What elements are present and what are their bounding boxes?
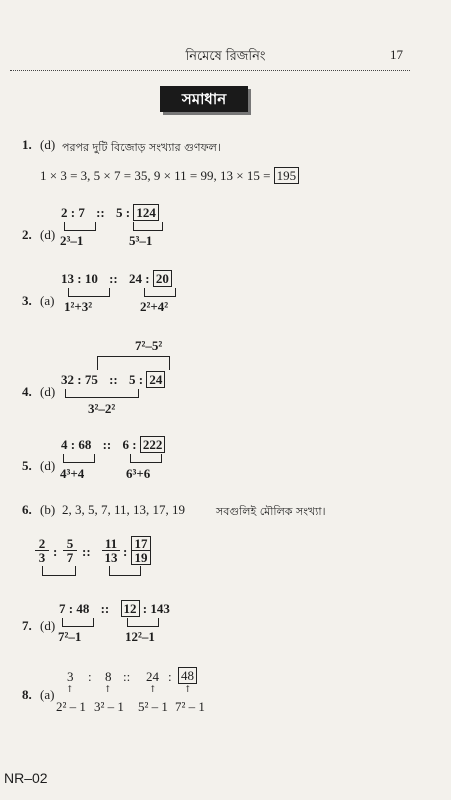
q4-number: 4. — [22, 384, 32, 399]
q6-frac2-den: 7 — [66, 550, 74, 565]
q7-term-a: 7 — [59, 601, 66, 616]
q8-arrow-4: ↑ — [184, 685, 192, 695]
q8-arrow-3: ↑ — [149, 685, 157, 695]
q5-answer-box: 222 — [140, 436, 166, 453]
q7-number: 7. — [22, 618, 32, 633]
q3-bracket-1 — [68, 288, 110, 297]
q8-separator: :: — [123, 669, 131, 684]
q2-term-b: 7 — [78, 205, 85, 220]
q8-answer-box: 48 — [178, 667, 197, 684]
q6-frac3-den: 13 — [104, 550, 118, 565]
q6-frac1-num: 2 — [35, 537, 49, 551]
q2-ratio: 2 : 7 :: 5 : 124 — [61, 205, 159, 221]
q8-expr-3: 5² – 1 — [138, 699, 168, 714]
q8-value-3: 24 — [146, 669, 159, 684]
q3-term-b: 10 — [84, 271, 98, 286]
q6-list: 2, 3, 5, 7, 11, 13, 17, 19 — [62, 502, 186, 517]
q3-option: (a) — [40, 293, 55, 308]
q2-number: 2. — [22, 227, 32, 242]
q3-term-c: 24 — [129, 271, 143, 286]
q7-label-1: 7²–1 — [58, 629, 82, 644]
q8-option: (a) — [40, 687, 55, 702]
q4-bottom-bracket — [65, 389, 139, 398]
q6-bracket-2 — [109, 566, 141, 576]
q1-equation-text: 1 × 3 = 3, 5 × 7 = 35, 9 × 11 = 99, 13 × 15 = — [40, 168, 271, 183]
q3-label-1: 1²+3² — [64, 299, 93, 314]
q7-ratio: 7 : 48 :: 12 : 143 — [59, 601, 170, 616]
q8-arrow-2: ↑ — [104, 685, 112, 695]
q3-answer-box: 20 — [153, 270, 172, 287]
q1-option: (d) — [40, 137, 56, 152]
q6-frac2 — [63, 537, 77, 564]
q6-description: সবগুলিই মৌলিক সংখ্যা। — [216, 505, 326, 518]
q4-top-bracket-right — [169, 356, 170, 370]
q5-number: 5. — [22, 458, 32, 473]
q2-bracket-1 — [64, 222, 96, 231]
q5-bracket-1 — [63, 454, 95, 463]
page-header-title: নিমেষে রিজনিং — [185, 49, 266, 64]
q5-separator: :: — [102, 437, 112, 452]
q6-frac4-num: 17 — [132, 537, 150, 551]
q6-frac1 — [35, 537, 49, 564]
q8-expr-4: 7² – 1 — [175, 699, 205, 714]
q6-colon1: : — [53, 544, 58, 559]
q4-top-bracket-left — [97, 356, 98, 370]
q1-number: 1. — [22, 137, 32, 152]
q6-number: 6. — [22, 502, 32, 517]
q4-top-bracket — [97, 356, 169, 357]
q7-separator: :: — [100, 601, 110, 616]
q3-ratio: 13 : 10 :: 24 : 20 — [61, 271, 172, 287]
page-number: 17 — [390, 47, 403, 62]
q2-option: (d) — [40, 227, 56, 242]
q5-label-1: 4³+4 — [60, 466, 85, 481]
q5-option: (d) — [40, 458, 56, 473]
q3-label-2: 2²+4² — [140, 299, 169, 314]
q5-ratio: 4 : 68 :: 6 : 222 — [61, 437, 165, 453]
q2-term-c: 5 — [116, 205, 123, 220]
q4-term-b: 75 — [84, 372, 98, 387]
q5-bracket-2 — [130, 454, 162, 463]
q6-frac4-box — [131, 536, 151, 565]
q4-term-c: 5 — [129, 372, 136, 387]
q8-colon-1: : — [88, 669, 92, 684]
q8-number: 8. — [22, 687, 32, 702]
q3-term-a: 13 — [61, 271, 74, 286]
q7-answer-box: 12 — [121, 600, 140, 617]
q5-label-2: 6³+6 — [126, 466, 151, 481]
q8-value-2: 8 — [105, 669, 112, 684]
q5-term-c: 6 — [122, 437, 130, 452]
q8-expr-1: 2² – 1 — [56, 699, 86, 714]
q2-bracket-2 — [133, 222, 163, 231]
q4-term-a: 32 — [61, 372, 74, 387]
q6-frac3-num: 11 — [102, 537, 120, 551]
q4-separator: :: — [109, 372, 118, 387]
q4-bottom-label: 3²–2² — [88, 401, 116, 416]
q6-bracket-1 — [42, 566, 76, 576]
q6-separator: :: — [82, 544, 91, 559]
q4-top-label: 7²–5² — [135, 338, 163, 353]
q7-option: (d) — [40, 618, 56, 633]
q2-label-2: 5³–1 — [129, 233, 153, 248]
q8-expr-2: 3² – 1 — [94, 699, 124, 714]
q4-option: (d) — [40, 384, 56, 399]
q2-label-1: 2³–1 — [60, 233, 84, 248]
q3-bracket-2 — [144, 288, 176, 297]
q1-description: পরপর দুটি বিজোড় সংখ্যার গুণফল। — [62, 141, 221, 154]
q1-answer-box: 195 — [274, 167, 300, 184]
q8-colon-2: : — [168, 669, 172, 684]
q3-number: 3. — [22, 293, 32, 308]
q6-frac3 — [102, 537, 120, 564]
q8-arrow-1: ↑ — [66, 685, 74, 695]
q7-bracket-2 — [127, 618, 159, 627]
q4-ratio: 32 : 75 :: 5 : 24 — [61, 372, 165, 388]
q5-term-a: 4 — [61, 437, 68, 452]
q6-colon2: : — [123, 544, 128, 559]
q6-option: (b) — [40, 502, 56, 517]
q3-separator: :: — [109, 271, 118, 286]
q2-answer-box: 124 — [133, 204, 159, 221]
q5-term-b: 68 — [78, 437, 92, 452]
q7-bracket-1 — [62, 618, 94, 627]
q6-frac2-num: 5 — [63, 537, 77, 551]
q2-term-a: 2 — [61, 205, 68, 220]
q4-answer-box: 24 — [146, 371, 165, 388]
q6-frac1-den: 3 — [38, 550, 46, 565]
solution-banner: সমাধান — [160, 86, 248, 112]
header-divider — [10, 70, 410, 71]
q7-term-d: 143 — [150, 601, 170, 616]
q7-label-2: 12²–1 — [125, 629, 155, 644]
q6-frac4-den: 19 — [134, 550, 148, 565]
q7-term-b: 48 — [76, 601, 90, 616]
q8-value-1: 3 — [67, 669, 74, 684]
q1-equation — [40, 168, 299, 184]
q2-separator: :: — [96, 205, 105, 220]
page-footer-code: NR–02 — [4, 770, 48, 786]
